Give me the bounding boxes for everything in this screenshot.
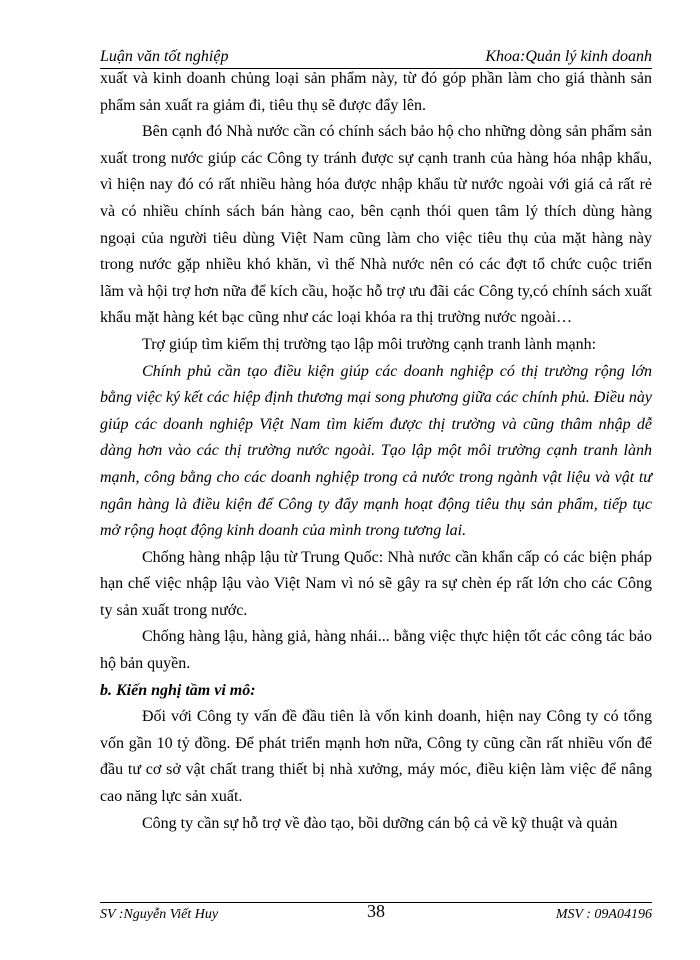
section-heading-micro: b. Kiến nghị tầm vi mô:: [100, 681, 256, 699]
paragraph-anti-counterfeit: Chống hàng lậu, hàng giả, hàng nhái... bằng việc thực hiện tốt các công tác bảo hộ bản quyền.: [100, 628, 652, 673]
paragraph-protection-policy: Bên cạnh đó Nhà nước cần có chính sách bảo hộ cho những dòng sản phẩm sản xuất trong nước giúp các Công ty tránh được sự cạnh tranh của hàng hóa nhập khẩu, vì hiện nay đó có rất nhiều hàng hóa được nhập khẩu từ nước ngoài với giá cả rất rẻ và có nhiều chính sách bán hàng cao, bên cạnh thói quen tâm lý thích dùng hàng ngoại của người tiêu dùng Việt Nam cũng làm cho việc tiêu thụ của mặt hàng này trong nước gặp nhiều khó khăn, vì thế Nhà nước nên có các đợt tổ chức cuộc triển lãm và hội trợ hơn nữa để kích cầu, hoặc hỗ trợ ưu đãi các Công ty,có chính sách xuất khẩu mặt hàng két bạc cũng như các loại khóa ra thị trường nước ngoài…: [100, 123, 652, 327]
paragraph-training: Công ty cần sự hỗ trợ về đào tạo, bồi dưỡng cán bộ cả về kỹ thuật và quản: [142, 814, 618, 832]
page-footer: [100, 902, 652, 927]
paragraph-government-agreements: Chính phủ cần tạo điều kiện giúp các doanh nghiệp có thị trường rộng lớn bằng việc ký kết các hiệp định thương mại song phương giữa các chính phủ. Điều này giúp các doanh nghiệp Việt Nam tìm kiếm được thị trường và cũng thâm nhập dễ dàng hơn vào các thị trường nước ngoài. Tạo lập một môi trường cạnh tranh lành mạnh, công bằng cho các doanh nghiệp trong cả nước trong ngành vật liệu và vật tư ngân hàng là điều kiện để Công ty đẩy mạnh hoạt động tiêu thụ sản phẩm, tiếp tục mở rộng hoạt động kinh doanh của mình trong tương lai.: [100, 362, 652, 540]
paragraph-continued: xuất và kinh doanh chủng loại sản phẩm này, từ đó góp phần làm cho giá thành sản phẩm sản xuất ra giảm đi, tiêu thụ sẽ được đẩy lên.: [100, 70, 652, 114]
page-number: 38: [367, 901, 385, 921]
document-body: [100, 66, 652, 837]
footer-student-id: MSV : 09A04196: [555, 907, 652, 922]
paragraph-market-support-heading: Trợ giúp tìm kiếm thị trường tạo lập môi trường cạnh tranh lành mạnh:: [142, 335, 597, 353]
header-faculty: Khoa:Quản lý kinh doanh: [485, 48, 652, 65]
footer-student-name: SV :Nguyễn Viết Huy: [100, 907, 219, 922]
header-thesis-title: Luận văn tốt nghiệp: [100, 48, 229, 65]
paragraph-capital: Đối với Công ty vấn đề đầu tiên là vốn kinh doanh, hiện nay Công ty có tổng vốn gần 10 tỷ đồng. Để phát triển mạnh hơn nữa, Công ty cũng cần rất nhiều vốn để đầu tư cơ sở vật chất trang thiết bị nhà xưởng, máy móc, điều kiện làm việc để nâng cao năng lực sản xuất.: [100, 708, 652, 806]
paragraph-anti-smuggling: Chống hàng nhập lậu từ Trung Quốc: Nhà nước cần khẩn cấp có các biện pháp hạn chế việc nhập lậu vào Việt Nam vì nó sẽ gây ra sự chèn ép rất lớn cho các Công ty sản xuất trong nước.: [100, 548, 652, 619]
